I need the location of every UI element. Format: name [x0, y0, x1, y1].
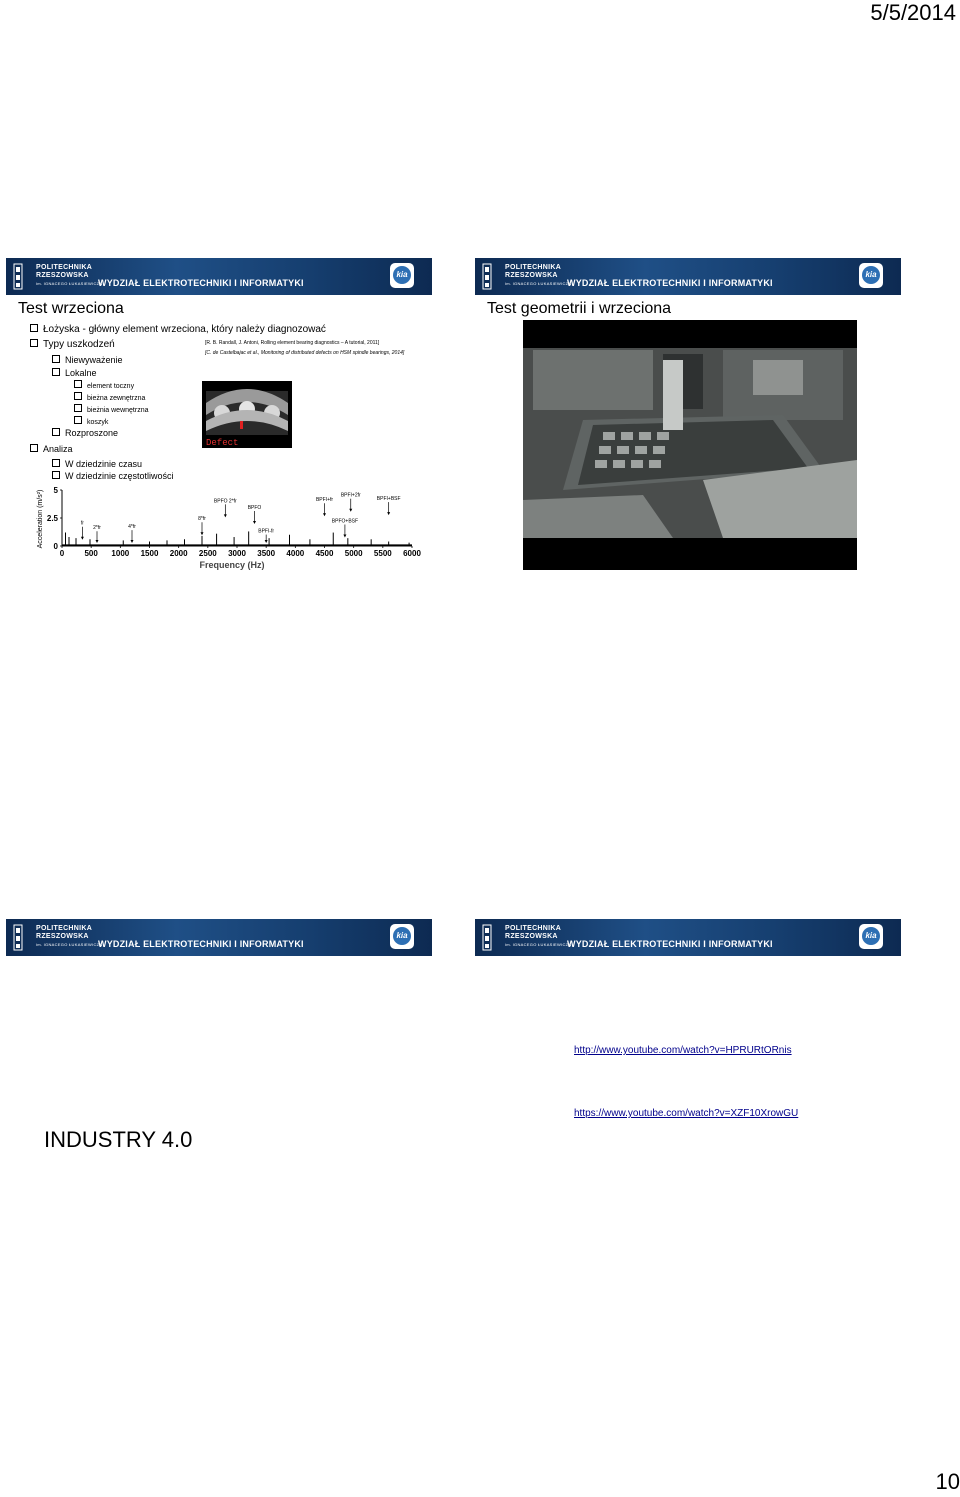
bullet-item: bieżnia wewnętrzna	[74, 404, 148, 414]
x-tick-label: 1500	[140, 549, 159, 558]
reference-citation: [C. de Castelbajac et al., Monitoring of distributed defects on HSM spindle bearings, 2014]	[205, 350, 405, 356]
bullet-item: Łożyska - główny element wrzeciona, który należy diagnozować	[30, 324, 326, 335]
peak-annotation: BPFI+fr	[315, 497, 334, 504]
bullet-item: W dziedzinie częstotliwości	[52, 471, 174, 481]
university-logo-icon	[13, 262, 23, 291]
x-tick-label: 3500	[257, 549, 276, 558]
annotation-arrowhead	[323, 513, 326, 516]
y-tick-label: 2.5	[46, 514, 58, 523]
bullet-item: element toczny	[74, 380, 134, 390]
bullet-item: Lokalne	[52, 368, 97, 378]
faculty-name: WYDZIAŁ ELEKTROTECHNIKI I INFORMATYKI	[567, 278, 773, 288]
x-tick-label: 5000	[344, 549, 363, 558]
peak-annotation: BPFI+2fr	[340, 492, 361, 499]
kia-logo: kia	[859, 924, 883, 949]
annotation-arrowhead	[224, 514, 227, 517]
reference-citation: [R. B. Randall, J. Antoni, Rolling element bearing diagnostics – A tutorial, 2011]	[205, 340, 380, 346]
annotation-arrowhead	[349, 509, 352, 512]
bullet-item: Niewyważenie	[52, 355, 123, 365]
x-tick-label: 500	[84, 549, 98, 558]
x-tick-label: 3000	[228, 549, 246, 558]
slide-geometry-test	[475, 258, 901, 568]
slide-industry	[6, 919, 432, 1229]
university-name: POLITECHNIKA RZESZOWSKA im. IGNACEGO ŁUKASIEWICZA	[36, 925, 103, 947]
university-logo-icon	[13, 923, 23, 952]
slide-title: Test geometrii i wrzeciona	[487, 300, 672, 317]
peak-annotation: 4*fr	[128, 524, 136, 531]
bullet-item: bieżna zewnętrzna	[74, 392, 145, 402]
y-tick-label: 5	[53, 486, 58, 495]
university-name: POLITECHNIKA RZESZOWSKA im. IGNACEGO ŁUKASIEWICZA	[505, 264, 572, 286]
annotation-arrowhead	[201, 532, 204, 535]
bullet-item: W dziedzinie czasu	[52, 459, 142, 469]
peak-annotation: BPFO	[247, 505, 262, 512]
x-tick-label: 0	[59, 549, 65, 558]
annotation-arrowhead	[343, 534, 346, 537]
header-banner	[475, 919, 901, 956]
x-tick-label: 4500	[315, 549, 334, 558]
university-logo-icon	[482, 923, 492, 952]
page-date: 5/5/2014	[870, 0, 956, 25]
slide-video-links	[475, 919, 901, 1229]
youtube-link-1[interactable]: http://www.youtube.com/watch?v=HPRURtORnis	[574, 1045, 792, 1056]
x-axis-label: Frequency (Hz)	[199, 560, 265, 570]
x-tick-label: 5500	[373, 549, 392, 558]
peak-annotation: BPFO+BSF	[331, 518, 359, 525]
faculty-name: WYDZIAŁ ELEKTROTECHNIKI I INFORMATYKI	[567, 939, 773, 949]
annotation-arrowhead	[265, 540, 268, 543]
peak-annotation: 2*fr	[93, 525, 101, 532]
header-banner	[475, 258, 901, 295]
university-name: POLITECHNIKA RZESZOWSKA im. IGNACEGO ŁUKASIEWICZA	[505, 925, 572, 947]
bullet-item: Typy uszkodzeń	[30, 339, 115, 350]
y-axis-label: Acceleration (m/s²)	[37, 489, 44, 549]
bullet-item: Analiza	[30, 444, 73, 454]
x-tick-label: 2500	[198, 549, 217, 558]
y-tick-label: 0	[53, 542, 58, 551]
kia-logo: kia	[390, 924, 414, 949]
header-banner	[6, 919, 432, 956]
peak-annotation: 8*fr	[198, 516, 206, 523]
faculty-name: WYDZIAŁ ELEKTROTECHNIKI I INFORMATYKI	[98, 939, 304, 949]
bullet-item: Rozproszone	[52, 428, 118, 438]
peak-annotation: BPFO 2*fr	[213, 498, 237, 505]
annotation-arrowhead	[131, 540, 134, 543]
machine-video-frame[interactable]	[523, 320, 857, 570]
annotation-arrowhead	[81, 537, 84, 540]
faculty-name: WYDZIAŁ ELEKTROTECHNIKI I INFORMATYKI	[98, 278, 304, 288]
slide-title: Test wrzeciona	[18, 300, 124, 317]
peak-annotation: BPFI-fr	[258, 528, 275, 535]
peak-annotation: BPFI+BSF	[376, 496, 401, 503]
frequency-spectrum-chart	[32, 484, 422, 574]
header-banner	[6, 258, 432, 295]
university-name: POLITECHNIKA RZESZOWSKA im. IGNACEGO ŁUKASIEWICZA	[36, 264, 103, 286]
page-number: 10	[935, 1469, 960, 1494]
defect-label: Defect	[206, 438, 239, 448]
kia-logo: kia	[859, 263, 883, 288]
bearing-defect-image	[202, 381, 292, 448]
bullet-item: koszyk	[74, 416, 108, 426]
slide-spindle-test	[6, 258, 432, 568]
x-tick-label: 1000	[111, 549, 130, 558]
annotation-arrowhead	[96, 540, 99, 543]
slide-title: INDUSTRY 4.0	[44, 1127, 193, 1152]
youtube-link-2[interactable]: https://www.youtube.com/watch?v=XZF10XrowGU	[574, 1108, 799, 1119]
kia-logo: kia	[390, 263, 414, 288]
x-tick-label: 6000	[403, 549, 421, 558]
x-tick-label: 2000	[169, 549, 188, 558]
annotation-arrowhead	[387, 512, 390, 515]
university-logo-icon	[482, 262, 492, 291]
peak-annotation: fr	[80, 520, 84, 527]
x-tick-label: 4000	[286, 549, 305, 558]
annotation-arrowhead	[253, 521, 256, 524]
